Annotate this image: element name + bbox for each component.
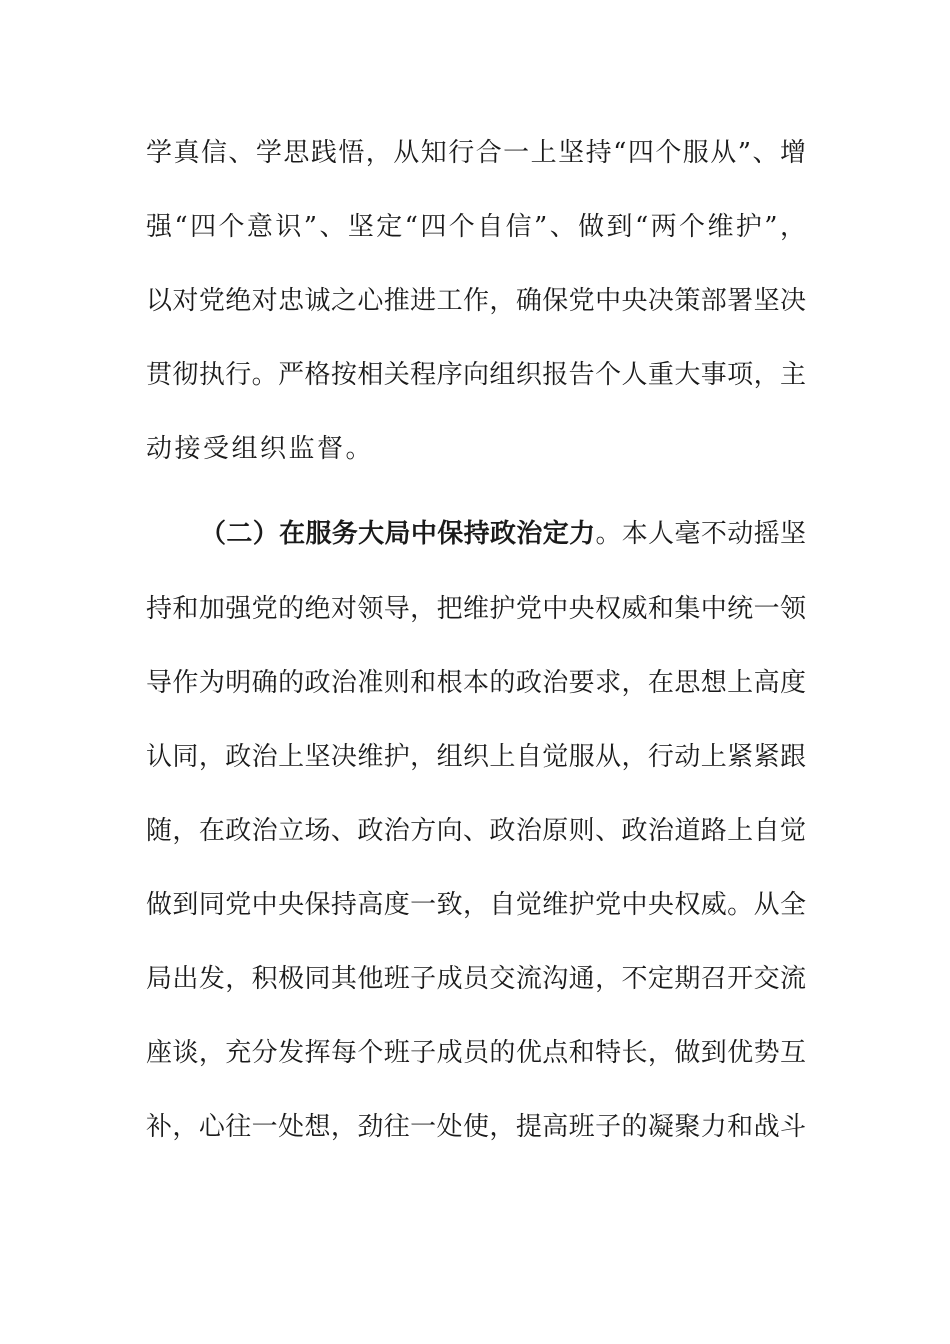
text-line: 局出发，积极同其他班子成员交流沟通，不定期召开交流 bbox=[146, 964, 806, 994]
text-line: 持和加强党的绝对领导，把维护党中央权威和集中统一领 bbox=[146, 594, 806, 624]
text-line: 座谈，充分发挥每个班子成员的优点和特长，做到优势互 bbox=[146, 1038, 806, 1068]
section-heading: （二）在服务大局中保持政治定力 bbox=[200, 519, 596, 549]
text-line: 导作为明确的政治准则和根本的政治要求，在思想上高度 bbox=[146, 668, 806, 698]
text-line: 贯彻执行。严格按相关程序向组织报告个人重大事项，主 bbox=[146, 360, 806, 390]
text-line: 动接受组织监督。 bbox=[146, 434, 375, 464]
text-line: 补，心往一处想，劲往一处使，提高班子的凝聚力和战斗 bbox=[146, 1112, 806, 1142]
text-line: 认同，政治上坚决维护，组织上自觉服从，行动上紧紧跟 bbox=[146, 742, 806, 772]
section-first-line bbox=[200, 514, 806, 554]
text-line: 以对党绝对忠诚之心推进工作，确保党中央决策部署坚决 bbox=[146, 286, 806, 316]
text-line: 做到同党中央保持高度一致，自觉维护党中央权威。从全 bbox=[146, 890, 806, 920]
section-first-line-text: 。本人毫不动摇坚 bbox=[595, 519, 806, 549]
text-line: 学真信、学思践悟，从知行合一上坚持“四个服从”、增 bbox=[146, 138, 806, 168]
text-line: 强“四个意识”、坚定“四个自信”、做到“两个维护”， bbox=[146, 212, 806, 242]
text-line: 随，在政治立场、政治方向、政治原则、政治道路上自觉 bbox=[146, 816, 806, 846]
